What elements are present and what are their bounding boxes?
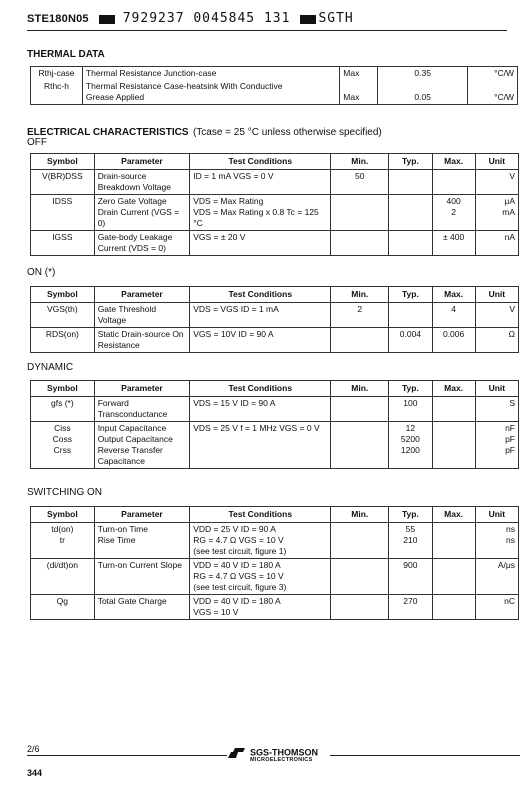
typ-line: 12 xyxy=(405,423,416,433)
dynamic-title: DYNAMIC xyxy=(27,362,74,373)
cond-line: VDS = Max Rating x 0.8 Tc = 125 °C xyxy=(193,207,319,228)
param-line: Output Capacitance xyxy=(97,434,173,444)
min-cell xyxy=(331,422,389,469)
max-line: 400 xyxy=(446,196,461,206)
max-line xyxy=(436,423,472,434)
cond-line: VDD = 25 V ID = 90 A xyxy=(193,524,276,534)
max-line: ± 400 xyxy=(443,232,465,242)
column-header: Unit xyxy=(475,381,518,397)
electrical-title: ELECTRICAL CHARACTERISTICS xyxy=(27,127,189,138)
table-row xyxy=(31,397,519,422)
unit-cell xyxy=(475,195,518,231)
unit-line: nC xyxy=(504,596,515,606)
typ-cell xyxy=(389,595,432,620)
max-cell xyxy=(432,523,475,559)
param-line: Total Gate Charge xyxy=(97,596,167,606)
symbol-line: Crss xyxy=(53,445,72,455)
column-header: Test Conditions xyxy=(190,381,331,397)
param-cell xyxy=(94,170,190,195)
cond-line: (see test circuit, figure 3) xyxy=(193,582,287,592)
symbol-cell xyxy=(31,422,95,469)
max-cell xyxy=(432,595,475,620)
max-line xyxy=(436,171,472,182)
param-cell xyxy=(94,559,190,595)
table-row xyxy=(31,231,519,256)
cond-line: RG = 4.7 Ω VGS = 10 V xyxy=(193,535,284,545)
column-header: Min. xyxy=(331,154,389,170)
column-header: Unit xyxy=(475,287,518,303)
header-rule xyxy=(27,30,507,31)
max-line xyxy=(436,596,472,607)
max-cell xyxy=(432,559,475,595)
param-cell xyxy=(94,397,190,422)
cond-line: ID = 1 mA VGS = 0 V xyxy=(193,171,274,181)
max-line: 4 xyxy=(451,304,456,314)
unit-line: μA xyxy=(504,196,515,206)
table-row xyxy=(31,595,519,620)
black-block-icon xyxy=(300,15,316,24)
param-line: Input Capacitance xyxy=(97,423,167,433)
param-line: Drain-source xyxy=(97,171,147,181)
param-line: Resistance xyxy=(97,340,140,350)
cond-line: VGS = 10V ID = 90 A xyxy=(193,329,274,339)
page-indicator: 2/6 xyxy=(27,744,40,754)
param-cell xyxy=(94,195,190,231)
typ-line: 1200 xyxy=(400,445,420,455)
column-header: Test Conditions xyxy=(190,287,331,303)
column-header: Typ. xyxy=(389,287,432,303)
table-header-row xyxy=(31,507,519,523)
cond-cell xyxy=(190,397,331,422)
table-header-row xyxy=(31,381,519,397)
unit-cell xyxy=(475,231,518,256)
typ-line: 100 xyxy=(403,398,418,408)
symbol-line: tr xyxy=(59,535,65,545)
unit-line: nA xyxy=(504,232,515,242)
column-header: Symbol xyxy=(31,381,95,397)
symbol-line: Qg xyxy=(56,596,69,606)
min-cell: 2 xyxy=(331,303,389,328)
page-number: 344 xyxy=(27,768,43,778)
cond-cell xyxy=(190,170,331,195)
company-logo xyxy=(228,747,318,763)
table-header-row xyxy=(31,154,519,170)
on-table xyxy=(30,286,519,353)
symbol-cell xyxy=(31,523,95,559)
symbol-cell: Rthj-case xyxy=(31,67,83,81)
unit-line: ns xyxy=(506,535,515,545)
column-header: Max. xyxy=(432,287,475,303)
off-title: OFF xyxy=(27,137,47,148)
unit-line: nF xyxy=(505,423,515,433)
unit-cell xyxy=(475,303,518,328)
parameter-line: Grease Applied xyxy=(85,92,145,102)
symbol-cell: RDS(on) xyxy=(31,328,95,353)
min-cell xyxy=(331,231,389,256)
unit-cell xyxy=(475,422,518,469)
unit-cell: °C/W xyxy=(468,80,518,105)
max-cell xyxy=(432,195,475,231)
thermal-title: THERMAL DATA xyxy=(27,49,105,60)
cond-cell xyxy=(190,303,331,328)
cond-cell xyxy=(190,328,331,353)
unit-cell xyxy=(475,397,518,422)
param-cell xyxy=(94,595,190,620)
unit-line: S xyxy=(509,398,515,408)
table-row xyxy=(31,523,519,559)
param-cell xyxy=(94,231,190,256)
param-line: Current (VDS = 0) xyxy=(97,243,166,253)
column-header: Min. xyxy=(331,507,389,523)
condition-cell: Max xyxy=(340,67,378,81)
cond-line: VDS = 25 V f = 1 MHz VGS = 0 V xyxy=(193,423,320,433)
column-header: Min. xyxy=(331,287,389,303)
param-line: Forward xyxy=(97,398,129,408)
column-header: Min. xyxy=(331,381,389,397)
min-cell xyxy=(331,559,389,595)
typ-line: 55 xyxy=(405,524,416,534)
parameter-cell: Thermal Resistance Junction-case xyxy=(82,67,339,81)
condition-cell: Max xyxy=(340,80,378,105)
table-row xyxy=(31,303,519,328)
max-line xyxy=(436,560,472,571)
max-cell xyxy=(432,422,475,469)
param-line: Reverse Transfer xyxy=(97,445,163,455)
cond-cell xyxy=(190,559,331,595)
column-header: Parameter xyxy=(94,287,190,303)
column-header: Symbol xyxy=(31,507,95,523)
typ-cell xyxy=(389,231,432,256)
cond-line: VDS = VGS ID = 1 mA xyxy=(193,304,279,314)
unit-cell xyxy=(475,328,518,353)
switching-title: SWITCHING ON xyxy=(27,487,102,498)
black-block-icon xyxy=(99,15,115,24)
param-line: Capacitance xyxy=(97,456,145,466)
parameter-line: Thermal Resistance Case-heatsink With Conductive xyxy=(85,81,283,91)
cond-line: VDS = Max Rating xyxy=(193,196,264,206)
param-line: Rise Time xyxy=(97,535,136,545)
max-cell xyxy=(432,328,475,353)
max-cell xyxy=(432,170,475,195)
column-header: Symbol xyxy=(31,287,95,303)
cond-line: (see test circuit, figure 1) xyxy=(193,546,287,556)
barcode-text: 7929237 0045845 131 xyxy=(122,11,291,26)
table-row xyxy=(31,559,519,595)
min-cell xyxy=(331,328,389,353)
cond-cell xyxy=(190,422,331,469)
column-header: Symbol xyxy=(31,154,95,170)
typ-cell xyxy=(389,195,432,231)
param-line: Transconductance xyxy=(97,409,168,419)
cond-cell xyxy=(190,523,331,559)
logo-subtext: MICROELECTRONICS xyxy=(250,757,313,763)
parameter-cell xyxy=(82,80,339,105)
table-row xyxy=(31,422,519,469)
max-line xyxy=(436,398,472,409)
column-header: Typ. xyxy=(389,381,432,397)
unit-line: pF xyxy=(505,445,515,455)
param-cell xyxy=(94,523,190,559)
min-cell xyxy=(331,397,389,422)
code-text: SGTH xyxy=(318,11,354,26)
typ-line: 5200 xyxy=(400,434,420,444)
typ-cell xyxy=(389,523,432,559)
symbol-line: Coss xyxy=(52,434,73,444)
cond-line: VDD = 40 V ID = 180 A xyxy=(193,560,281,570)
unit-line: pF xyxy=(505,434,515,444)
unit-cell: °C/W xyxy=(468,67,518,81)
symbol-cell: IDSS xyxy=(31,195,95,231)
column-header: Test Conditions xyxy=(190,507,331,523)
param-cell xyxy=(94,422,190,469)
value-cell: 0.05 xyxy=(378,80,468,105)
max-cell xyxy=(432,303,475,328)
column-header: Parameter xyxy=(94,507,190,523)
param-line: Zero Gate Voltage xyxy=(97,196,167,206)
column-header: Parameter xyxy=(94,381,190,397)
table-row xyxy=(31,170,519,195)
column-header: Unit xyxy=(475,154,518,170)
unit-cell xyxy=(475,559,518,595)
cond-line: VDS = 15 V ID = 90 A xyxy=(193,398,276,408)
on-title: ON (*) xyxy=(27,267,56,278)
column-header: Max. xyxy=(432,381,475,397)
typ-line: 900 xyxy=(403,560,418,570)
param-line: Breakdown Voltage xyxy=(97,182,171,192)
min-cell xyxy=(331,595,389,620)
logo-text: SGS-THOMSON xyxy=(250,747,319,758)
max-line: 0.006 xyxy=(442,329,465,339)
cond-line: VDD = 40 V ID = 180 A xyxy=(193,596,281,606)
dynamic-table xyxy=(30,380,519,469)
table-row xyxy=(31,195,519,231)
electrical-note: (Tcase = 25 °C unless otherwise specified) xyxy=(192,127,382,138)
param-cell xyxy=(94,303,190,328)
footer-rule-left xyxy=(27,755,227,756)
column-header: Test Conditions xyxy=(190,154,331,170)
unit-line: V xyxy=(509,304,515,314)
unit-line: mA xyxy=(502,207,515,217)
min-cell xyxy=(331,523,389,559)
min-cell: 50 xyxy=(331,170,389,195)
switching-table xyxy=(30,506,519,620)
typ-cell xyxy=(389,422,432,469)
symbol-cell: IGSS xyxy=(31,231,95,256)
max-line xyxy=(436,524,472,535)
symbol-cell: Rthc-h xyxy=(31,80,83,105)
param-line: Gate-body Leakage xyxy=(97,232,173,242)
typ-line: 210 xyxy=(403,535,418,545)
electrical-heading xyxy=(27,122,382,140)
cond-cell xyxy=(190,231,331,256)
symbol-cell xyxy=(31,595,95,620)
column-header: Unit xyxy=(475,507,518,523)
table-row xyxy=(31,67,518,81)
symbol-cell: VGS(th) xyxy=(31,303,95,328)
max-line: 2 xyxy=(451,207,456,217)
param-line: Drain Current (VGS = 0) xyxy=(97,207,180,228)
document-header xyxy=(27,11,354,26)
off-table xyxy=(30,153,519,256)
footer-rule-right xyxy=(330,755,520,756)
table-row xyxy=(31,80,518,105)
column-header: Max. xyxy=(432,507,475,523)
unit-cell xyxy=(475,170,518,195)
st-logo-icon xyxy=(228,747,246,759)
param-cell xyxy=(94,328,190,353)
symbol-line: td(on) xyxy=(51,524,74,534)
symbol-cell: V(BR)DSS xyxy=(31,170,95,195)
symbol-cell xyxy=(31,559,95,595)
column-header: Typ. xyxy=(389,154,432,170)
part-number: STE180N05 xyxy=(27,13,89,25)
max-cell xyxy=(432,397,475,422)
value-cell: 0.35 xyxy=(378,67,468,81)
cond-line: VGS = 10 V xyxy=(193,607,239,617)
param-line: Turn-on Time xyxy=(97,524,148,534)
symbol-line: gfs (*) xyxy=(51,398,74,408)
cond-line: RG = 4.7 Ω VGS = 10 V xyxy=(193,571,284,581)
max-cell xyxy=(432,231,475,256)
typ-cell xyxy=(389,303,432,328)
thermal-table xyxy=(30,66,518,105)
table-row xyxy=(31,328,519,353)
unit-line: ns xyxy=(506,524,515,534)
symbol-line: Ciss xyxy=(54,423,71,433)
cond-line: VGS = ± 20 V xyxy=(193,232,246,242)
typ-cell xyxy=(389,170,432,195)
symbol-line: (di/dt)on xyxy=(46,560,78,570)
unit-line: A/μs xyxy=(497,560,515,570)
typ-cell: 0.004 xyxy=(389,328,432,353)
unit-line: Ω xyxy=(508,329,515,339)
typ-cell xyxy=(389,559,432,595)
table-header-row xyxy=(31,287,519,303)
typ-line: 270 xyxy=(403,596,418,606)
cond-cell xyxy=(190,195,331,231)
typ-cell xyxy=(389,397,432,422)
cond-cell xyxy=(190,595,331,620)
param-line: Static Drain-source On xyxy=(97,329,184,339)
param-line: Gate Threshold Voltage xyxy=(97,304,157,325)
unit-line: V xyxy=(509,171,515,181)
column-header: Parameter xyxy=(94,154,190,170)
unit-cell xyxy=(475,595,518,620)
column-header: Max. xyxy=(432,154,475,170)
param-line: Turn-on Current Slope xyxy=(97,560,182,570)
symbol-cell xyxy=(31,397,95,422)
column-header: Typ. xyxy=(389,507,432,523)
unit-cell xyxy=(475,523,518,559)
min-cell xyxy=(331,195,389,231)
